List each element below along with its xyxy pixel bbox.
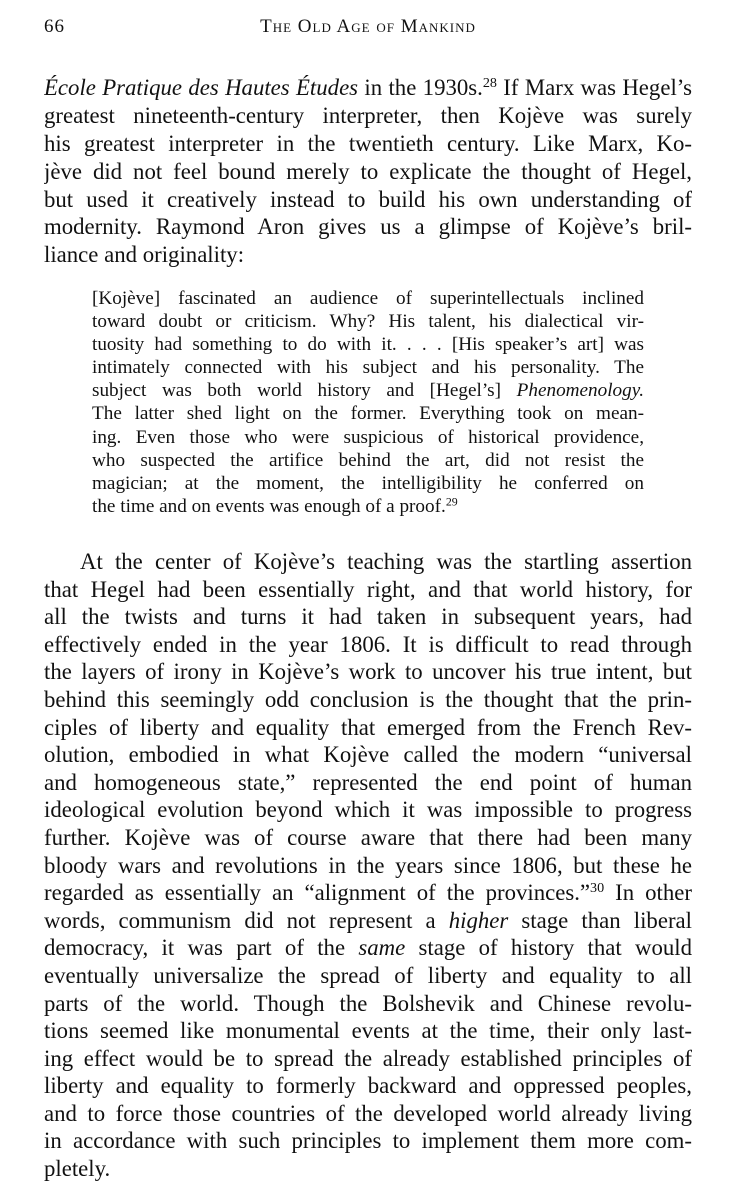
text-line: greatest nineteenth-century interpreter, then Kojève was surely	[44, 102, 692, 128]
text-line: ing effect would be to spread the already established principles of	[44, 1045, 692, 1071]
text-line: that Hegel had been essentially right, and that world history, for	[44, 576, 692, 602]
text-line: eventually universalize the spread of liberty and equality to all	[44, 962, 692, 988]
quote-line: ing. Even those who were suspicious of historical providence,	[92, 426, 644, 448]
text-line: liance and originality:	[44, 242, 245, 268]
text-line: democracy, it was part of the same stage of history that would	[44, 935, 692, 961]
text-line: regarded as essentially an “alignment of the provinces.”$^{30}$ In other	[44, 880, 692, 906]
text-line: liberty and equality to formerly backward and oppressed peoples,	[44, 1073, 692, 1099]
block-quote	[92, 287, 644, 518]
quote-line: who suspected the artifice behind the art, did not resist the	[92, 449, 644, 471]
paragraph-2	[44, 548, 692, 1183]
footnote-ref: 29	[445, 494, 458, 509]
text-line: pletely.	[44, 1156, 111, 1182]
text-line: his greatest interpreter in the twentieth century. Like Marx, Ko-	[44, 130, 692, 156]
text-line: tions seemed like monumental events at the time, their only last-	[44, 1018, 692, 1044]
footnote-ref: 28	[482, 75, 497, 92]
text-line: modernity. Raymond Aron gives us a glimpse of Kojève’s bril-	[44, 214, 692, 240]
italic-text: Phenomenology.	[516, 380, 644, 402]
italic-text: higher	[448, 907, 509, 933]
quote-line: the time and on events was enough of a proof.$^{29}$	[92, 494, 458, 517]
quote-line: subject was both world history and [Hegel’s] Phenomenology.	[92, 380, 644, 402]
footnote-ref: 30	[590, 880, 605, 897]
quote-line: intimately connected with his subject and his personality. The	[92, 357, 644, 379]
text-line: parts of the world. Though the Bolshevik and Chinese revolu-	[44, 990, 692, 1016]
page-header	[44, 10, 692, 50]
text-line: ideological evolution beyond which it was impossible to progress	[44, 797, 692, 823]
text-line: in accordance with such principles to implement them more com-	[44, 1128, 692, 1154]
text-line: effectively ended in the year 1806. It is difficult to read through	[44, 631, 692, 657]
paragraph-1	[44, 74, 692, 269]
quote-line: The latter shed light on the former. Everything took on mean-	[92, 403, 644, 425]
page-number: 66	[44, 16, 65, 37]
quote-line: magician; at the moment, the intelligibility he conferred on	[92, 472, 644, 494]
text-line: bloody wars and revolutions in the years since 1806, but these he	[44, 852, 692, 878]
text-line: École Pratique des Hautes Études in the 1930s.$^{28}$ If Marx was Hegel’s	[44, 75, 692, 100]
text-line: jève did not feel bound merely to explicate the thought of Hegel,	[44, 158, 692, 184]
text-line: behind this seemingly odd conclusion is the thought that the prin-	[44, 686, 692, 712]
text-line: all the twists and turns it had taken in subsequent years, had	[44, 604, 692, 630]
italic-text: same	[358, 935, 406, 961]
italic-text: École Pratique des Hautes Études	[44, 75, 359, 100]
quote-line: tuosity had something to do with it. . . . [His speaker’s art] was	[92, 334, 644, 356]
running-head: The Old Age of Mankind	[260, 16, 476, 37]
quote-line: toward doubt or criticism. Why? His talent, his dialectical vir-	[92, 311, 644, 333]
text-line: and homogeneous state,” represented the end point of human	[44, 769, 692, 795]
text-line: further. Kojève was of course aware that there had been many	[44, 824, 692, 850]
text-line: ciples of liberty and equality that emerged from the French Rev-	[44, 714, 692, 740]
quote-line: [Kojève] fascinated an audience of superintellectuals inclined	[92, 288, 644, 309]
text-line: but used it creatively instead to build his own understanding of	[44, 186, 692, 212]
text-line: the layers of irony in Kojève’s work to uncover his true intent, but	[44, 659, 692, 685]
text-line: olution, embodied in what Kojève called the modern “universal	[44, 742, 692, 768]
text-line: and to force those countries of the developed world already living	[44, 1100, 692, 1126]
text-line: At the center of Kojève’s teaching was the startling assertion	[80, 549, 692, 574]
text-line: words, communism did not represent a higher stage than liberal	[44, 907, 692, 933]
